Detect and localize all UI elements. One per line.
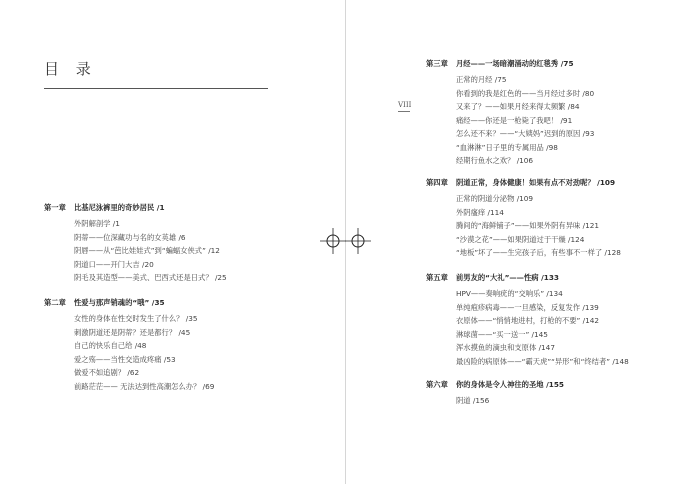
toc-entry[interactable]: 浑水摸鱼的滴虫和支原体 /147: [456, 343, 555, 352]
toc-entry[interactable]: 痛经——你还是一枪毙了我吧！ /91: [456, 115, 573, 125]
toc-entry[interactable]: 你看到的我是红色的——当月经过多时 /80: [456, 88, 595, 98]
chapter-title: 性爱与那声销魂的“哦” /35: [74, 298, 165, 307]
toc-entry[interactable]: 女性的身体在性交时发生了什么？ /35: [74, 314, 198, 323]
page-number-underline: [398, 111, 410, 112]
toc-entry[interactable]: 单纯疱疹病毒——一旦感染，反复发作 /139: [456, 302, 599, 312]
registration-mark-icon: [345, 228, 371, 254]
toc-entry[interactable]: 阴道口——开门大吉 /20: [74, 259, 154, 269]
chapter-heading[interactable]: [426, 271, 629, 285]
chapter-2: [44, 296, 214, 393]
toc-entry[interactable]: 前路茫茫—— 无法达到性高潮怎么办？ /69: [74, 381, 215, 391]
toc-entry[interactable]: “血淋淋”日子里的专属用品 /98: [456, 142, 558, 152]
chapter-entries: [456, 287, 629, 368]
toc-entry[interactable]: 外阴解剖学 /1: [74, 219, 120, 228]
chapter-number: 第一章: [44, 203, 66, 212]
chapter-title: 你的身体是令人神往的圣地 /155: [456, 380, 564, 389]
chapter-entries: [456, 394, 564, 408]
toc-entry[interactable]: 怎么还不来？——“大姨妈”迟到的原因 /93: [456, 129, 595, 138]
chapter-3: [426, 57, 594, 168]
chapter-number: 第六章: [426, 380, 448, 389]
page-number: VIII: [398, 101, 412, 109]
toc-entry[interactable]: 阴毛及其造型——美式、巴西式还是日式？ /25: [74, 273, 227, 282]
chapter-heading[interactable]: [44, 201, 227, 215]
chapter-heading[interactable]: [44, 296, 214, 310]
toc-entry[interactable]: 腾间的“海鲜铺子”——如果外阴有异味 /121: [456, 221, 600, 230]
toc-entry[interactable]: 阴道 /156: [456, 396, 490, 405]
chapter-number: 第二章: [44, 298, 66, 307]
chapter-number: 第四章: [426, 178, 448, 187]
chapter-title: 阴道正常，身体健康！如果有点不对劲呢？ /109: [456, 178, 616, 187]
registration-mark-icon: [320, 228, 346, 254]
chapter-4: [426, 176, 621, 260]
toc-entry[interactable]: 淋球菌——“买一送一” /145: [456, 329, 548, 339]
toc-entry[interactable]: 爱之殇——当性交造成疼痛 /53: [74, 354, 176, 364]
chapter-title: 前男友的“大礼”——性病 /133: [456, 273, 559, 282]
chapter-heading[interactable]: [426, 57, 594, 71]
toc-entry[interactable]: 最凶险的病原体——“霸天虎”“异形”和“终结者” /148: [456, 356, 629, 366]
chapter-5: [426, 271, 629, 368]
toc-entry[interactable]: 外阴瘙痒 /114: [456, 207, 504, 217]
chapter-title: 比基尼泳裤里的奇妙居民 /1: [74, 203, 165, 212]
chapter-6: [426, 378, 564, 408]
toc-entry[interactable]: HPV——奏响疣的“交响乐” /134: [456, 289, 563, 298]
chapter-number: 第五章: [426, 273, 448, 282]
chapter-entries: [456, 192, 621, 260]
toc-entry[interactable]: 阴唇——从“芭比娃娃式”到“蝙蝠女侠式” /12: [74, 246, 220, 255]
toc-entry[interactable]: 又来了？——如果月经来得太频繁 /84: [456, 102, 580, 111]
toc-entry[interactable]: “地板”坏了——生完孩子后，有些事不一样了 /128: [456, 248, 621, 257]
chapter-entries: [456, 73, 594, 168]
toc-entry[interactable]: 做爱不如追剧？ /62: [74, 368, 140, 377]
chapter-number: 第三章: [426, 59, 448, 68]
toc-entry[interactable]: 刺激阴道还是阴蒂？还是都行？ /45: [74, 327, 191, 337]
chapter-entries: [74, 217, 227, 285]
toc-entry[interactable]: 正常的阴道分泌物 /109: [456, 194, 534, 203]
toc-entry[interactable]: 正常的月经 /75: [456, 75, 507, 84]
chapter-entries: [74, 312, 214, 393]
chapter-heading[interactable]: [426, 378, 564, 392]
chapter-1: [44, 201, 227, 285]
chapter-title: 月经——一场暗潮涌动的红毯秀 /75: [456, 59, 574, 68]
toc-entry[interactable]: “沙漠之花”——如果阴道过于干燥 /124: [456, 234, 585, 244]
toc-entry[interactable]: 自己的快乐自己给 /48: [74, 341, 147, 350]
chapter-heading[interactable]: [426, 176, 621, 190]
toc-entry[interactable]: 阴蒂——位深藏功与名的女英雄 /6: [74, 232, 186, 242]
toc-entry[interactable]: 衣原体——“悄悄地进村，打枪的不要” /142: [456, 316, 600, 325]
toc-title: 目 录: [44, 60, 97, 78]
toc-entry[interactable]: 经期行鱼水之欢？ /106: [456, 156, 534, 165]
title-rule: [44, 88, 268, 89]
